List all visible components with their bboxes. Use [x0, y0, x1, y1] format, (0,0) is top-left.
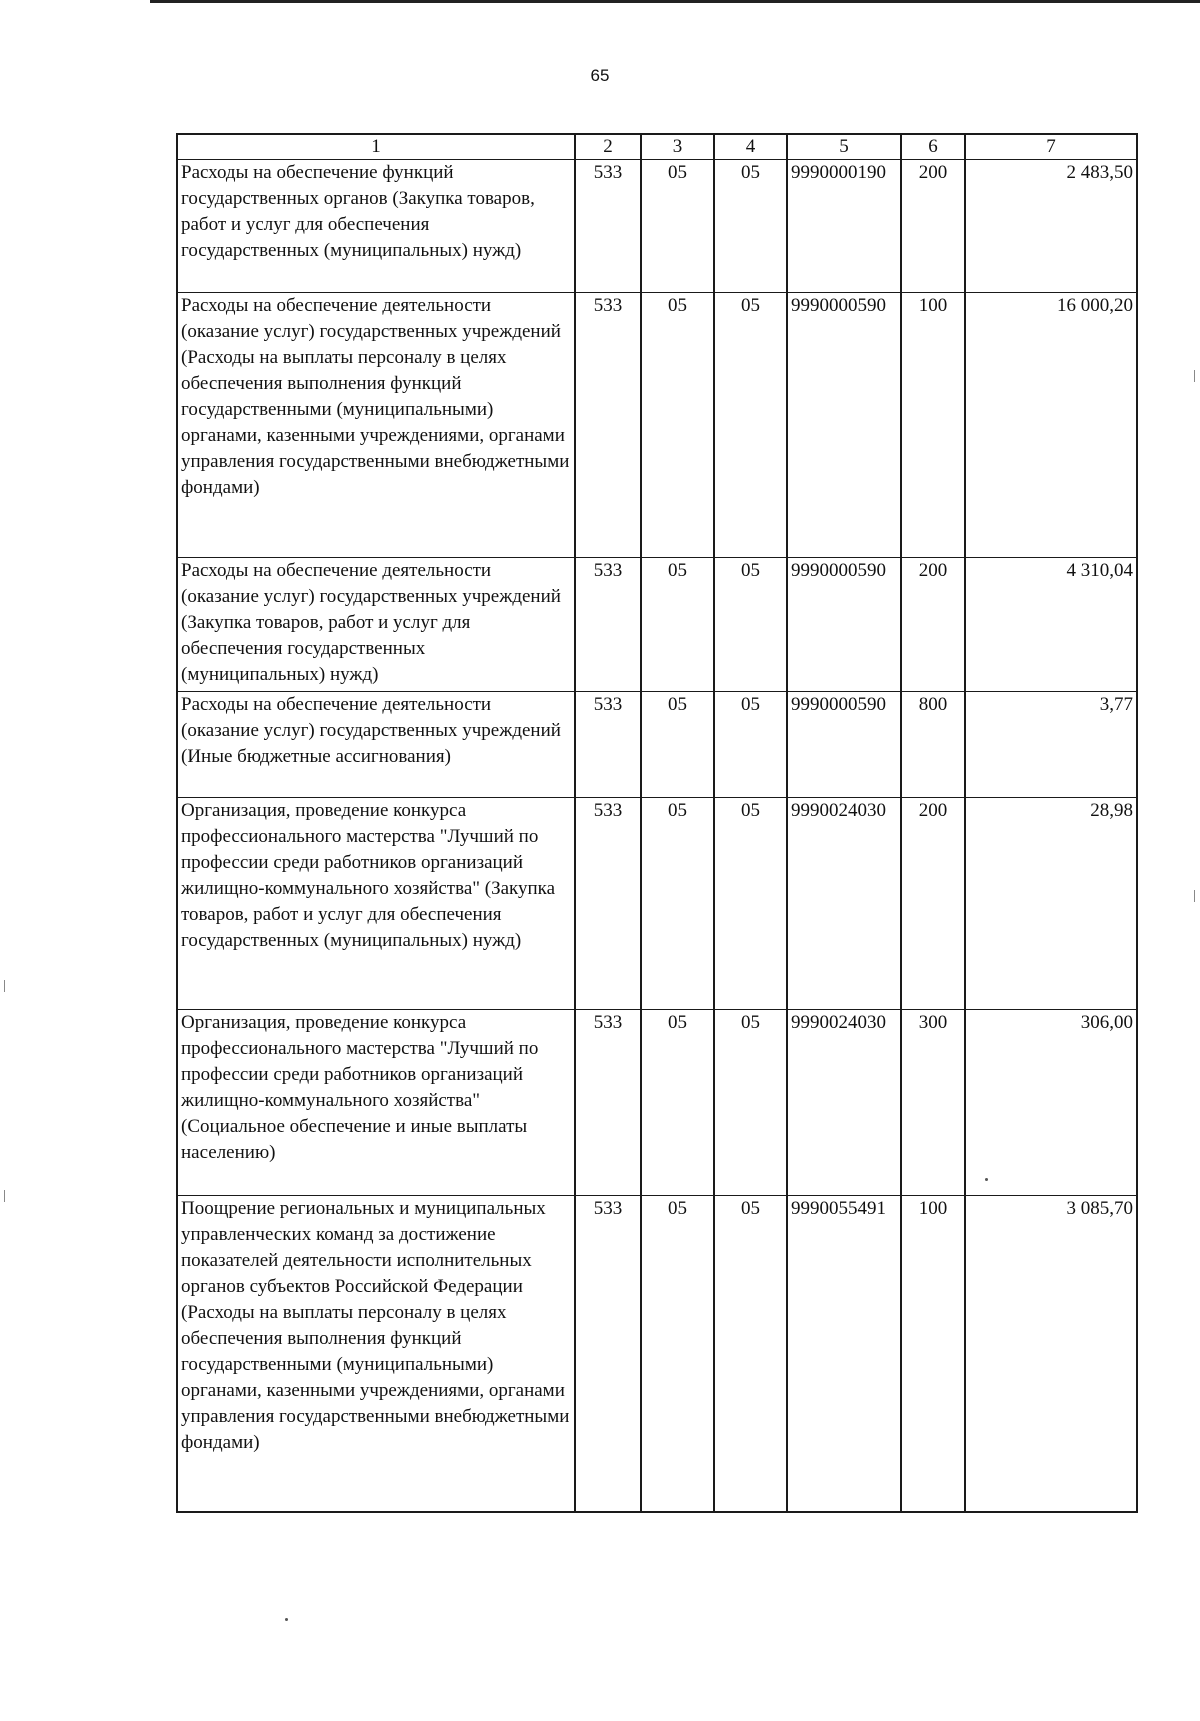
table-row	[177, 1196, 1137, 1512]
table-row	[177, 558, 1137, 692]
amount: 3 085,70	[965, 1196, 1137, 1512]
subsection-code: 05	[714, 798, 787, 1010]
table-row	[177, 293, 1137, 558]
column-header-7: 7	[965, 134, 1137, 160]
section-code: 05	[641, 798, 714, 1010]
table-header-row	[177, 134, 1137, 160]
section-code: 05	[641, 293, 714, 558]
scan-speck	[985, 1178, 988, 1181]
subsection-code: 05	[714, 1196, 787, 1512]
subsection-code: 05	[714, 160, 787, 293]
scan-border-line	[150, 0, 1200, 3]
section-code: 05	[641, 160, 714, 293]
expense-type-code: 800	[901, 692, 965, 798]
column-header-2: 2	[575, 134, 641, 160]
ministry-code: 533	[575, 1010, 641, 1196]
target-item-code: 9990000590	[787, 558, 901, 692]
ministry-code: 533	[575, 558, 641, 692]
ministry-code: 533	[575, 293, 641, 558]
target-item-code: 9990000590	[787, 293, 901, 558]
expense-name: Организация, проведение конкурса профессионального мастерства "Лучший по профессии среди работников организаций жилищно-коммунального хозяйства" (Социальное обеспечение и иные выплаты населению)	[177, 1010, 575, 1196]
target-item-code: 9990000590	[787, 692, 901, 798]
expense-name: Организация, проведение конкурса профессионального мастерства "Лучший по профессии среди работников организаций жилищно-коммунального хозяйства" (Закупка товаров, работ и услуг для обеспечения государственных (муниципальных) нужд)	[177, 798, 575, 1010]
column-header-1: 1	[177, 134, 575, 160]
amount: 16 000,20	[965, 293, 1137, 558]
subsection-code: 05	[714, 692, 787, 798]
section-code: 05	[641, 1010, 714, 1196]
amount: 3,77	[965, 692, 1137, 798]
ministry-code: 533	[575, 160, 641, 293]
page-number: 65	[590, 66, 610, 85]
target-item-code: 9990055491	[787, 1196, 901, 1512]
scan-speck	[285, 1618, 288, 1621]
scan-edge-mark	[4, 1190, 5, 1202]
scan-edge-mark	[1194, 370, 1195, 382]
section-code: 05	[641, 692, 714, 798]
ministry-code: 533	[575, 798, 641, 1010]
target-item-code: 9990024030	[787, 1010, 901, 1196]
subsection-code: 05	[714, 293, 787, 558]
section-code: 05	[641, 558, 714, 692]
table-row	[177, 692, 1137, 798]
expense-type-code: 300	[901, 1010, 965, 1196]
scan-edge-mark	[1194, 890, 1195, 902]
column-header-4: 4	[714, 134, 787, 160]
column-header-6: 6	[901, 134, 965, 160]
budget-table	[176, 133, 1138, 1513]
target-item-code: 9990000190	[787, 160, 901, 293]
table-row	[177, 798, 1137, 1010]
expense-name: Поощрение региональных и муниципальных управленческих команд за достижение показателей деятельности исполнительных органов субъектов Российской Федерации (Расходы на выплаты персоналу в целях обеспечения выполнения функций государственными (муниципальными) органами, казенными учреждениями, органами управления государственными внебюджетными фондами)	[177, 1196, 575, 1512]
expense-name: Расходы на обеспечение деятельности (оказание услуг) государственных учреждений (Иные бюджетные ассигнования)	[177, 692, 575, 798]
subsection-code: 05	[714, 558, 787, 692]
amount: 28,98	[965, 798, 1137, 1010]
expense-type-code: 200	[901, 558, 965, 692]
expense-name: Расходы на обеспечение функций государственных органов (Закупка товаров, работ и услуг для обеспечения государственных (муниципальных) нужд)	[177, 160, 575, 293]
scan-edge-mark	[4, 980, 5, 992]
expense-name: Расходы на обеспечение деятельности (оказание услуг) государственных учреждений (Расходы на выплаты персоналу в целях обеспечения выполнения функций государственными (муниципальными) органами, казенными учреждениями, органами управления государственными внебюджетными фондами)	[177, 293, 575, 558]
column-header-3: 3	[641, 134, 714, 160]
target-item-code: 9990024030	[787, 798, 901, 1010]
amount: 306,00	[965, 1010, 1137, 1196]
table-row	[177, 1010, 1137, 1196]
ministry-code: 533	[575, 1196, 641, 1512]
ministry-code: 533	[575, 692, 641, 798]
amount: 2 483,50	[965, 160, 1137, 293]
subsection-code: 05	[714, 1010, 787, 1196]
expense-type-code: 100	[901, 293, 965, 558]
expense-type-code: 200	[901, 160, 965, 293]
expense-type-code: 100	[901, 1196, 965, 1512]
table-row	[177, 160, 1137, 293]
amount: 4 310,04	[965, 558, 1137, 692]
expense-type-code: 200	[901, 798, 965, 1010]
expense-name: Расходы на обеспечение деятельности (оказание услуг) государственных учреждений (Закупка товаров, работ и услуг для обеспечения государственных (муниципальных) нужд)	[177, 558, 575, 692]
column-header-5: 5	[787, 134, 901, 160]
section-code: 05	[641, 1196, 714, 1512]
